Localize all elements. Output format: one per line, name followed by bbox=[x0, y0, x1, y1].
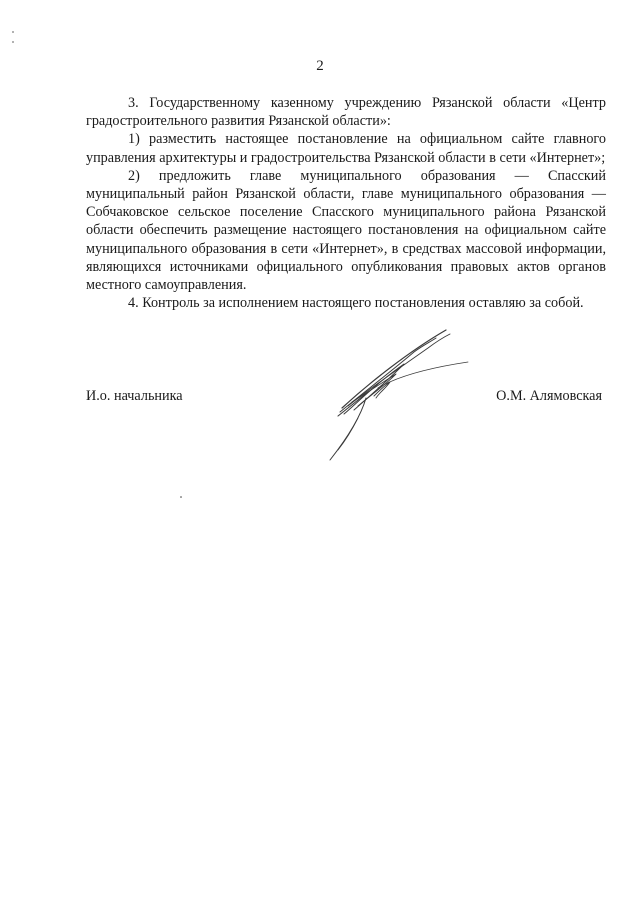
document-body bbox=[86, 94, 606, 312]
paragraph-4: 4. Контроль за исполнением настоящего постановления оставляю за собой. bbox=[128, 295, 584, 312]
paragraph-3-2: 2) предложить главе муниципального образования — Спасский муниципальный район Рязанской области, главе муниципального образования — Собчаковское сельское поселение Спасского муниципального района Рязанской области обеспечить размещение настоящего постановления на официальном сайте муниципального образования в сети «Интернет», в средствах массовой информации, являющихся источниками официального опубликования правовых актов органов местного самоуправления. bbox=[86, 167, 606, 294]
paragraph-3: 3. Государственному казенному учреждению Рязанской области «Центр градостроительного развития Рязанской области»: bbox=[86, 95, 606, 130]
paragraph-3-1: 1) разместить настоящее постановление на официальном сайте главного управления архитектуры и градостроительства Рязанской области в сети «Интернет»; bbox=[86, 131, 606, 166]
scan-speck bbox=[180, 496, 182, 498]
signatory-title: И.о. начальника bbox=[86, 388, 183, 404]
handwritten-signature bbox=[318, 322, 478, 472]
scan-speck bbox=[12, 31, 14, 33]
signatory-name: О.М. Алямовская bbox=[496, 388, 602, 404]
page-number: 2 bbox=[316, 58, 324, 74]
scan-speck bbox=[12, 41, 14, 43]
